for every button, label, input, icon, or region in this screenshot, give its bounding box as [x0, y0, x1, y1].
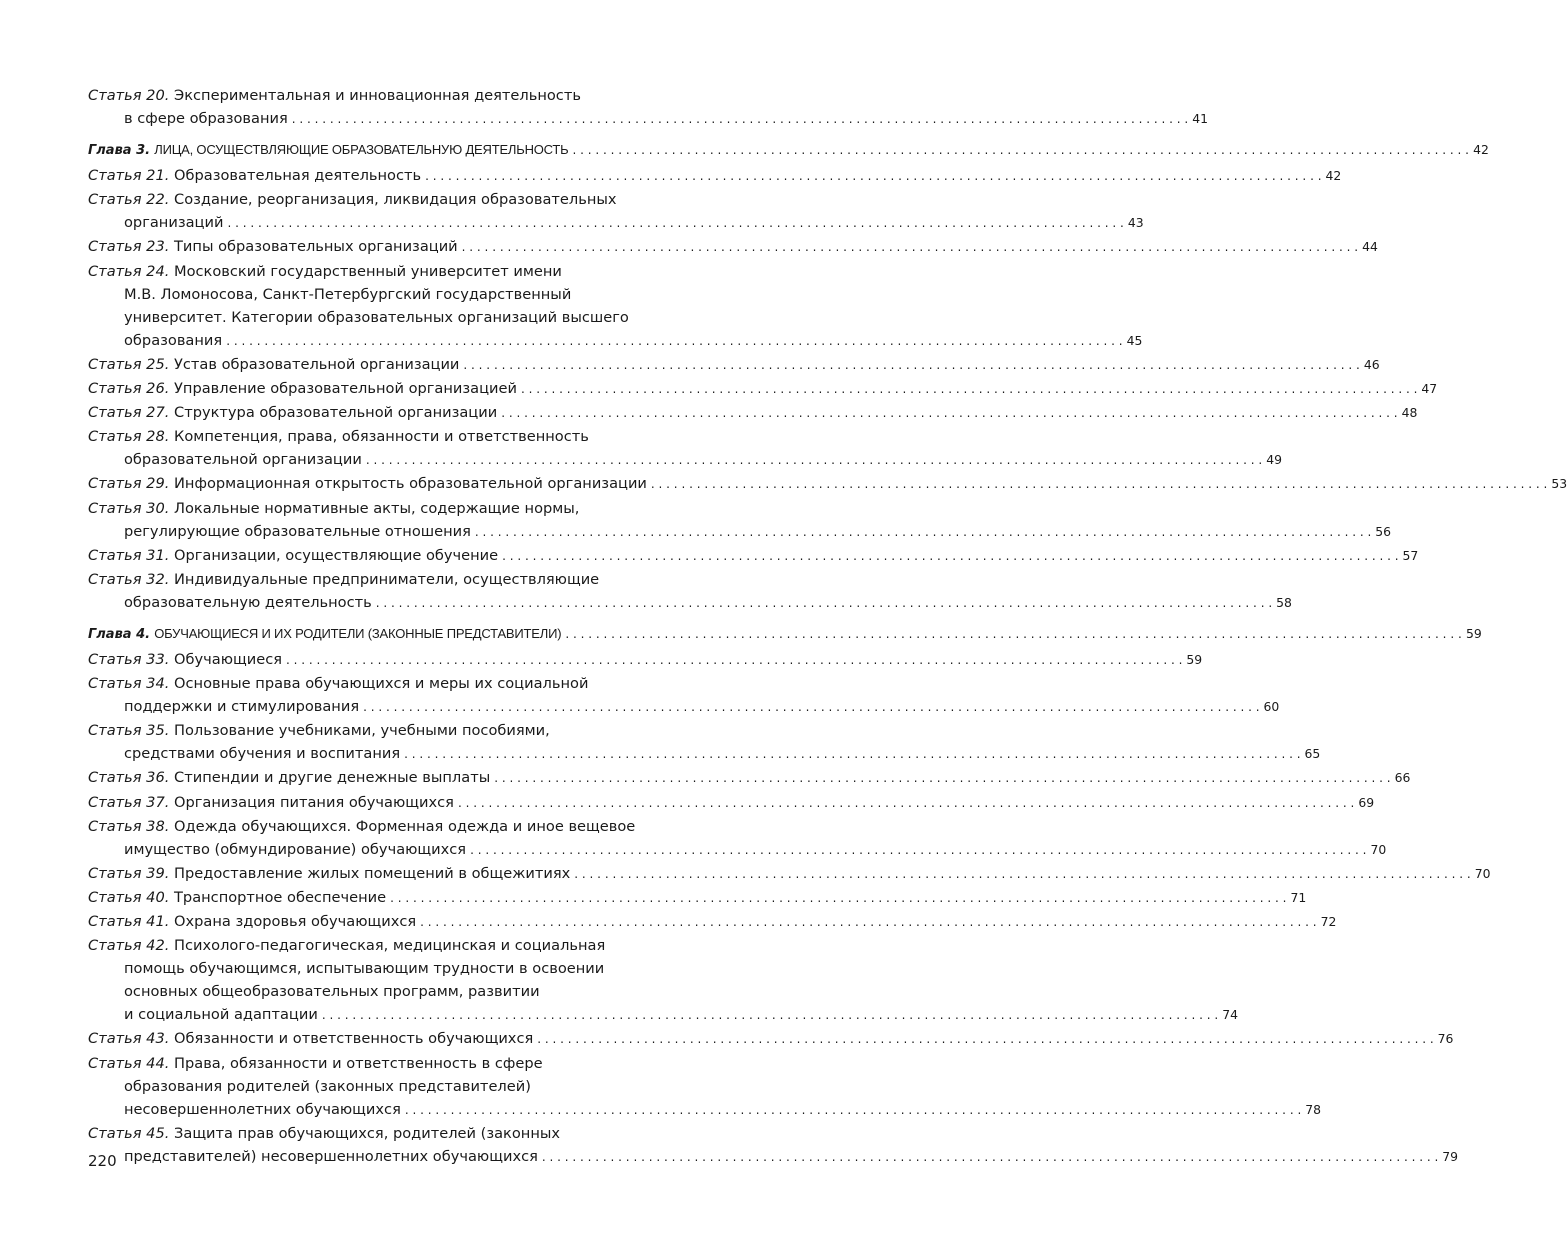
dot-leader [458, 794, 1354, 811]
article-label: Статья 42. [88, 937, 170, 955]
toc-article [88, 648, 1203, 672]
toc-page-number: 72 [1320, 914, 1337, 929]
article-title-line: образовательной организации [124, 451, 362, 469]
toc-page-number: 69 [1358, 794, 1375, 810]
article-label: Статья 39. [88, 864, 170, 882]
article-title-line: Права, обязанности и ответственность в сфере [174, 1054, 543, 1072]
toc-article [88, 188, 1144, 235]
article-label: Статья 41. [88, 913, 170, 930]
article-label: Статья 45. [88, 1124, 170, 1142]
toc-page-number: 65 [1304, 746, 1321, 762]
article-label: Статья 43. [88, 1030, 170, 1048]
toc-article [88, 815, 1387, 862]
dot-leader [462, 238, 1358, 255]
article-label: Статья 26. [88, 380, 170, 398]
article-title-line: Московский государственный университет имени [174, 262, 562, 280]
toc-page-number: 44 [1362, 239, 1378, 255]
dot-leader [475, 523, 1371, 540]
article-label: Статья 33. [88, 650, 170, 668]
article-title-line: Создание, реорганизация, ликвидация образовательных [174, 191, 617, 209]
dot-leader [226, 332, 1122, 349]
article-title-line: основных общеобразовательных программ, развитии [124, 983, 540, 1001]
dot-leader [470, 841, 1366, 858]
article-title-line: образовательную деятельность [124, 593, 372, 611]
toc-article [88, 84, 1208, 131]
article-label: Статья 28. [88, 428, 170, 446]
article-title-line: Информационная открытость образовательной организации [174, 475, 647, 493]
article-label: Статья 40. [88, 888, 170, 906]
toc-page-number: 74 [1222, 1007, 1239, 1023]
toc-article [88, 544, 1419, 568]
article-label: Статья 24. [88, 262, 170, 280]
dot-leader [404, 745, 1300, 762]
toc-article [88, 791, 1375, 815]
toc-page-number: 42 [1473, 142, 1489, 158]
dot-leader [573, 138, 1469, 163]
article-title-line: Образовательная деятельность [174, 167, 422, 185]
toc-page-number: 45 [1126, 332, 1143, 348]
toc-chapter [88, 622, 1482, 647]
article-title-line: М.В. Ломоносова, Санкт-Петербургский государственный [124, 285, 572, 303]
toc-page-number: 70 [1474, 865, 1491, 881]
article-title-line: Устав образовательной организации [174, 355, 460, 373]
article-label: Статья 36. [88, 769, 170, 787]
dot-leader [292, 110, 1188, 127]
article-title-line: Локальные нормативные акты, содержащие нормы, [174, 499, 580, 517]
toc-article [88, 568, 1292, 615]
article-title-line: Управление образовательной организацией [174, 380, 517, 398]
toc-page-number: 58 [1276, 594, 1292, 610]
article-label: Статья 34. [88, 675, 170, 693]
article-title-line: средствами обучения и воспитания [124, 745, 401, 763]
dot-leader [537, 1030, 1433, 1047]
article-title-line: Транспортное обеспечение [174, 888, 387, 906]
article-label: Статья 22. [88, 191, 170, 209]
toc-page-number: 66 [1394, 770, 1411, 786]
article-title-line: образования [124, 331, 223, 349]
chapter-label: Глава 4. [88, 626, 151, 642]
article-title-line: Обучающиеся [174, 650, 283, 668]
dot-leader [463, 356, 1359, 373]
article-label: Статья 27. [88, 404, 170, 422]
article-title-line: поддержки и стимулирования [124, 698, 360, 716]
article-label: Статья 44. [88, 1054, 170, 1072]
toc-article [88, 862, 1491, 886]
dot-leader [286, 651, 1182, 668]
toc-article [88, 934, 1239, 1027]
article-title-line: помощь обучающимся, испытывающим трудности в освоении [124, 960, 605, 978]
page-number: 220 [88, 1152, 117, 1170]
dot-leader [390, 889, 1286, 906]
article-title-line: Структура образовательной организации [174, 404, 498, 422]
article-title-line: представителей) несовершеннолетних обучающихся [124, 1147, 538, 1165]
toc-page-number: 78 [1305, 1101, 1322, 1117]
dot-leader [574, 865, 1470, 882]
toc-page-number: 41 [1192, 111, 1208, 127]
toc-article [88, 1122, 1459, 1169]
toc-article [88, 886, 1307, 910]
article-title-line: организаций [124, 214, 224, 232]
article-title-line: Основные права обучающихся и меры их социальной [174, 675, 589, 693]
article-label: Статья 23. [88, 238, 170, 256]
toc-article [88, 1052, 1322, 1122]
dot-leader [366, 451, 1262, 468]
toc-article [88, 472, 1567, 496]
article-label: Статья 20. [88, 87, 170, 104]
toc-page-number: 60 [1263, 699, 1280, 715]
toc-article [88, 1027, 1454, 1051]
article-title-line: Индивидуальные предприниматели, осуществляющие [174, 570, 600, 588]
article-label: Статья 31. [88, 546, 170, 564]
dot-leader [494, 769, 1390, 786]
article-label: Статья 21. [88, 167, 170, 185]
article-title-line: Пользование учебниками, учебными пособиями, [174, 722, 550, 740]
toc-article [88, 260, 1143, 353]
toc-article [88, 672, 1280, 719]
article-title-line: несовершеннолетних обучающихся [124, 1100, 401, 1118]
article-title-line: Стипендии и другие денежные выплаты [174, 769, 491, 787]
toc-article [88, 401, 1418, 425]
toc-page-number: 70 [1370, 841, 1387, 857]
article-label: Статья 30. [88, 499, 170, 517]
chapter-title: ОБУЧАЮЩИЕСЯ И ИХ РОДИТЕЛИ (ЗАКОННЫЕ ПРЕДСТАВИТЕЛИ) [154, 625, 562, 641]
toc-article [88, 164, 1342, 188]
article-title-line: Компетенция, права, обязанности и ответственность [174, 428, 589, 446]
article-title-line: Психолого-педагогическая, медицинская и социальная [174, 937, 606, 955]
toc-article [88, 425, 1282, 472]
dot-leader [227, 214, 1123, 231]
toc-page-number: 48 [1401, 405, 1418, 421]
article-title-line: Экспериментальная и инновационная деятельность [174, 87, 581, 104]
chapter-label: Глава 3. [88, 143, 151, 159]
toc-page-number: 43 [1127, 215, 1144, 231]
article-title-line: Предоставление жилых помещений в общежитиях [174, 864, 571, 882]
toc-page-number: 47 [1421, 381, 1438, 397]
article-title-line: образования родителей (законных представителей) [124, 1077, 531, 1095]
toc-article [88, 235, 1378, 259]
toc-page-number: 53 [1551, 476, 1567, 492]
dot-leader [425, 167, 1321, 184]
article-label: Статья 25. [88, 355, 170, 373]
dot-leader [651, 475, 1547, 492]
toc-article [88, 377, 1438, 401]
article-title-line: имущество (обмундирование) обучающихся [124, 840, 467, 858]
dot-leader [322, 1006, 1218, 1023]
article-title-line: университет. Категории образовательных организаций высшего [124, 308, 629, 326]
toc-page-number: 56 [1375, 523, 1392, 539]
dot-leader [405, 1101, 1301, 1118]
dot-leader [502, 547, 1398, 564]
article-label: Статья 38. [88, 817, 170, 835]
article-title-line: в сфере образования [124, 110, 288, 128]
toc-page-number: 42 [1325, 168, 1342, 184]
dot-leader [565, 622, 1461, 647]
article-label: Статья 32. [88, 570, 170, 588]
dot-leader [501, 404, 1397, 421]
article-label: Статья 35. [88, 722, 170, 740]
dot-leader [521, 380, 1417, 397]
toc-article [88, 766, 1411, 790]
article-title-line: Обязанности и ответственность обучающихся [174, 1030, 534, 1048]
toc-article [88, 910, 1337, 934]
dot-leader [542, 1148, 1438, 1165]
table-of-contents [88, 84, 1567, 1169]
dot-leader [363, 698, 1259, 715]
toc-page-number: 57 [1402, 547, 1419, 563]
toc-page-number: 76 [1437, 1031, 1454, 1047]
toc-article [88, 497, 1392, 544]
dot-leader [376, 594, 1272, 611]
article-title-line: регулирующие образовательные отношения [124, 522, 471, 540]
article-label: Статья 29. [88, 475, 170, 493]
toc-page-number: 79 [1442, 1148, 1459, 1164]
chapter-title: ЛИЦА, ОСУЩЕСТВЛЯЮЩИЕ ОБРАЗОВАТЕЛЬНУЮ ДЕЯТЕЛЬНОСТЬ [154, 142, 569, 158]
article-title-line: Организации, осуществляющие обучение [174, 546, 499, 564]
toc-article [88, 719, 1321, 766]
toc-page-number: 59 [1186, 651, 1203, 667]
toc-page-number: 59 [1465, 625, 1482, 641]
article-title-line: Защита прав обучающихся, родителей (законных [174, 1124, 561, 1142]
toc-page-number: 49 [1266, 452, 1282, 468]
article-title-line: и социальной адаптации [124, 1006, 318, 1024]
article-label: Статья 37. [88, 793, 170, 811]
toc-article [88, 353, 1380, 377]
article-title-line: Одежда обучающихся. Форменная одежда и иное вещевое [174, 817, 636, 835]
article-title-line: Типы образовательных организаций [174, 238, 458, 256]
toc-chapter [88, 138, 1489, 163]
toc-page-number: 46 [1363, 356, 1380, 372]
article-title-line: Охрана здоровья обучающихся [174, 913, 417, 930]
article-title-line: Организация питания обучающихся [174, 793, 454, 811]
dot-leader [420, 913, 1316, 930]
toc-page-number: 71 [1290, 889, 1307, 905]
